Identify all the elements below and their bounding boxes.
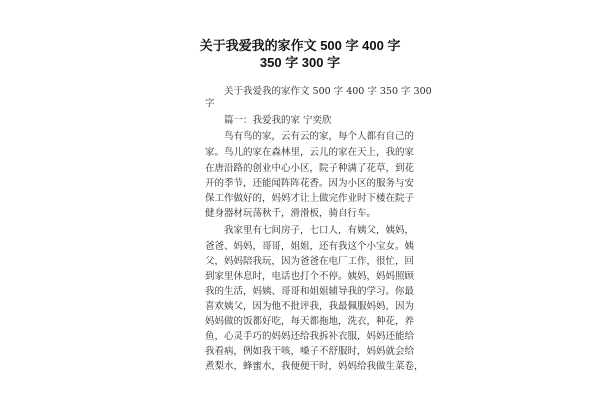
text-line: 鸟有鸟的家，云有云的家，每个人都有自己的 [205,131,415,142]
text-line: 开的季节，还能闻阵阵花香。因为小区的服务与安 [205,178,415,189]
text-line: 煮梨水，蜂蜜水，我便便干时，妈妈给我做生菜卷， [205,361,424,372]
text-line: 家。鸟儿的家在森林里，云儿的家在天上，我的家 [205,147,415,158]
text-line: 父，妈妈陪我玩，因为爸爸在电厂工作，很忙，回 [205,256,415,267]
text-line: 我的生活，妈姨、哥哥和姐姐辅导我的学习。你最 [205,286,415,297]
document-title-line-2: 350 字 300 字 [259,55,341,70]
text-line: 健身器材玩荡秋千，滑滑板，骑自行车。 [205,208,377,219]
document-title-line-1: 关于我爱我的家作文 500 字 400 字 [199,38,401,53]
text-line: 喜欢姨父，因为他不批评我，我最佩服妈妈，因为 [205,301,415,312]
text-line: 在唐沿路的创业中心小区，院子种满了花草，到花 [205,163,415,174]
text-line: 关于我爱我的家作文 500 字 400 字 350 字 300 [205,86,432,97]
text-line: 爸爸、妈妈，哥哥，姐姐，还有我这个小宝女。姨 [205,241,415,252]
text-line: 保工作做好的，妈妈才让上做完作业时下楼在院子 [205,193,415,204]
text-line: 我家里有七间房子，七口人，有姨父，姨妈， [205,225,415,236]
text-line: 鱼，心灵手巧的妈妈还给我拆补衣服，妈妈还能给 [205,331,415,342]
text-line: 我看病，例如我干咳，嗓子不舒服时，妈妈就会给 [205,346,415,357]
text-line: 篇一：我爱我的家 宁奕欣 [205,115,332,126]
text-line: 字 [205,98,215,109]
text-line: 到家里休息时，电话也打个不停。姨妈，妈妈照顾 [205,271,415,282]
text-line: 妈妈做的饭都好吃，每天都拖地，洗衣，种花，养 [205,316,415,327]
